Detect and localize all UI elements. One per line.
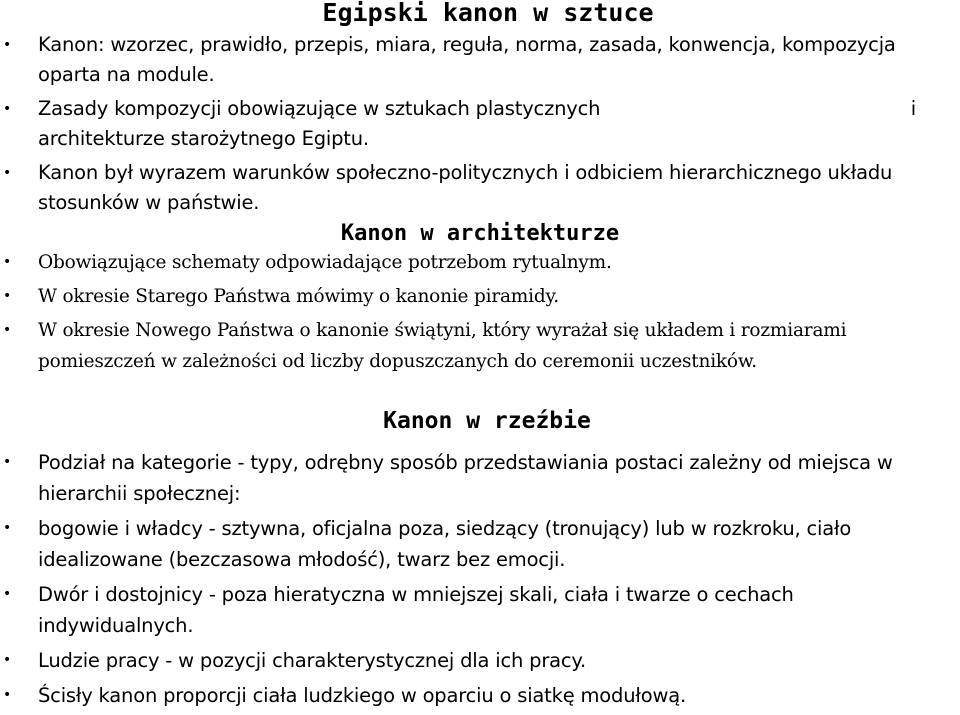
bullet-icon: • — [3, 37, 12, 53]
slide-title: Egipski kanon w sztuce — [322, 0, 654, 27]
bullet-icon: • — [3, 101, 12, 117]
bullet-icon: • — [3, 454, 12, 470]
list-item-trailing-word: i — [910, 97, 916, 120]
bullet-icon: • — [3, 652, 12, 668]
intro-list — [0, 30, 960, 222]
list-item — [0, 645, 960, 676]
list-item — [0, 158, 960, 218]
list-item — [0, 94, 960, 154]
architecture-list — [0, 247, 960, 380]
bullet-icon: • — [3, 520, 12, 536]
list-item-text: Kanon: wzorzec, prawidło, przepis, miara, reguła, norma, zasada, konwencja, kompozycja oparta na module. — [38, 33, 896, 86]
bullet-icon: • — [3, 322, 12, 338]
bullet-icon: • — [3, 165, 12, 181]
list-item — [0, 315, 960, 377]
bullet-icon: • — [3, 586, 12, 602]
sculpture-list — [0, 447, 960, 715]
list-item-text: Dwór i dostojnicy - poza hieratyczna w mniejszej skali, ciała i twarze o cechach indywidualnych. — [38, 583, 794, 637]
list-item-text: Obowiązujące schematy odpowiadające potrzebom rytualnym. — [38, 252, 612, 273]
list-item — [0, 447, 960, 509]
section-heading-architecture: Kanon w architekturze — [340, 221, 620, 246]
bullet-icon: • — [3, 288, 12, 304]
list-item-text: Zasady kompozycji obowiązujące w sztukach plastycznych — [38, 97, 601, 120]
bullet-icon: • — [3, 254, 12, 270]
list-item-text-continued: architekturze starożytnego Egiptu. — [38, 127, 369, 150]
list-item-text: W okresie Starego Państwa mówimy o kanonie piramidy. — [38, 286, 559, 307]
list-item — [0, 579, 960, 641]
list-item-text: Ścisły kanon proporcji ciała ludzkiego w oparciu o siatkę modułową. — [38, 684, 686, 707]
list-item — [0, 30, 960, 90]
list-item-text: bogowie i władcy - sztywna, oficjalna poza, siedzący (tronujący) lub w rozkroku, ciało idealizowane (bezczasowa młodość), twarz bez emocji. — [38, 517, 852, 571]
list-item-text: Podział na kategorie - typy, odrębny sposób przedstawiania postaci zależny od miejsca w hierarchii społecznej: — [38, 451, 893, 505]
list-item-text: W okresie Nowego Państwa o kanonie świątyni, który wyrażał się układem i rozmiarami pomieszczeń w zależności od liczby dopuszczanych do ceremonii uczestników. — [38, 320, 847, 372]
list-item-text: Kanon był wyrazem warunków społeczno-politycznych i odbiciem hierarchicznego układu stosunków w państwie. — [38, 161, 893, 214]
list-item — [0, 513, 960, 575]
list-item — [0, 281, 960, 312]
list-item-text: Ludzie pracy - w pozycji charakterystycznej dla ich pracy. — [38, 649, 586, 672]
list-item — [0, 680, 960, 711]
list-item — [0, 247, 960, 278]
section-heading-sculpture: Kanon w rzeźbie — [383, 408, 591, 434]
bullet-icon: • — [3, 687, 12, 703]
